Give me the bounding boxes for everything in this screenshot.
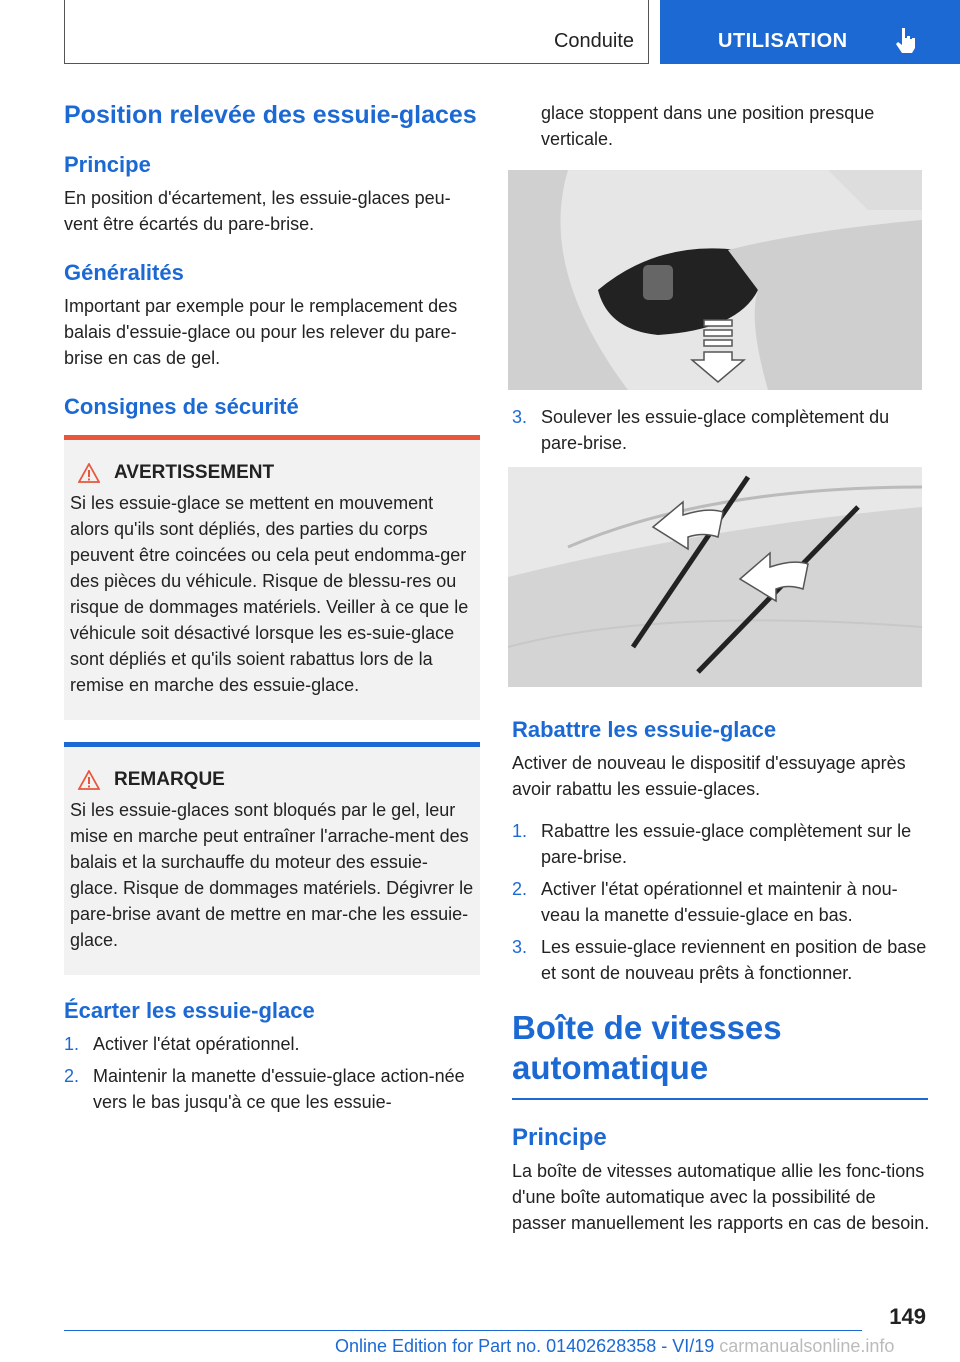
rabattre-block [512,716,932,1258]
section-title: Position relevée des essuie-glaces [64,101,477,129]
rabattre-heading: Rabattre les essuie-glace [512,717,777,742]
header-chapter-tab [660,0,960,64]
securite-heading: Consignes de sécurité [64,394,299,419]
continued-text: glace stoppent dans une position presque verticale. [541,103,875,149]
page-number: 149 [889,1304,926,1329]
list-item: 1. Activer l'état opérationnel. [64,1034,300,1054]
ecarter-heading: Écarter les essuie-glace [64,998,315,1023]
list-item: 1. Rabattre les essuie-glace complètement sur le pare-brise. [512,821,912,867]
section-divider [512,1098,928,1100]
ecarter-steps [64,1031,480,1115]
generalites-text: Important par exemple pour le remplacement des balais d'essuie-glace ou pour les relever du pare-brise en cas de gel. [64,296,458,368]
note-title: REMARQUE [114,769,225,790]
note-text: Si les essuie-glaces sont bloqués par le gel, leur mise en marche peut entraîner l'arrache-ment des balais et la surchauffe du moteur des essuie-glace. Risque de dommages matériels. Dégivrer le pare-brise avant de mettre en mar-che les essuie-glace. [70,800,474,950]
rabattre-text: Activer de nouveau le dispositif d'essuyage après avoir rabattu les essuie-glaces. [512,753,906,799]
list-item: 2. Maintenir la manette d'essuie-glace action-née vers le bas jusqu'à ce que les essuie- [64,1066,465,1112]
wiper-raise-image [508,467,922,692]
note-box [64,742,480,975]
footer-edition: Online Edition for Part no. 01402628358 - VI/19 carmanualsonline.info [335,1336,895,1356]
principe2-text: La boîte de vitesses automatique allie les fonc-tions d'une boîte automatique avec la possibilité de passer manuellement les rapports en cas de besoin. [512,1161,930,1233]
footer-divider [64,1330,862,1331]
warning-title: AVERTISSEMENT [114,462,275,483]
left-column [64,100,480,1137]
principe-heading: Principe [64,152,151,177]
pointing-hand-icon [895,26,919,54]
warning-box [64,435,480,720]
principe2-heading: Principe [512,1124,607,1151]
header-section: Conduite [553,30,634,52]
header-chapter: UTILISATION [718,30,848,52]
warning-triangle-icon [78,463,100,483]
right-column [541,100,933,168]
wiper-raise-illustration [508,467,922,687]
list-item: 3. Soulever les essuie-glace complètement du pare-brise. [512,407,890,453]
boite-heading: Boîte de vitesses automatique [512,1009,782,1086]
wiper-lever-illustration [508,170,922,390]
step3-block [512,404,932,470]
principe-text: En position d'écartement, les essuie-glaces peu-vent être écartés du pare-brise. [64,188,451,234]
warning-triangle-icon [78,770,100,790]
right-images [508,170,922,395]
rabattre-steps [512,818,932,986]
footer-watermark: carmanualsonline.info [719,1336,895,1356]
list-item: 3. Les essuie-glace reviennent en position de base et sont de nouveau prêts à fonctionner. [512,937,927,983]
generalites-heading: Généralités [64,260,184,285]
list-item: 2. Activer l'état opérationnel et maintenir à nou-veau la manette d'essuie-glace en bas. [512,879,898,925]
header-section-tab [64,0,649,64]
warning-text: Si les essuie-glace se mettent en mouvement alors qu'ils sont dépliés, des parties du corps peuvent être coincées ou cela peut endomma-ger des pièces du véhicule. Risque de blessu-res ou risque de dommages matériels. Veiller à ce que le véhicule soit désactivé lorsque les es-suie-glace sont dépliés et qu'ils soient rabattus lors de la remise en marche des essuie-glace. [70,493,469,695]
